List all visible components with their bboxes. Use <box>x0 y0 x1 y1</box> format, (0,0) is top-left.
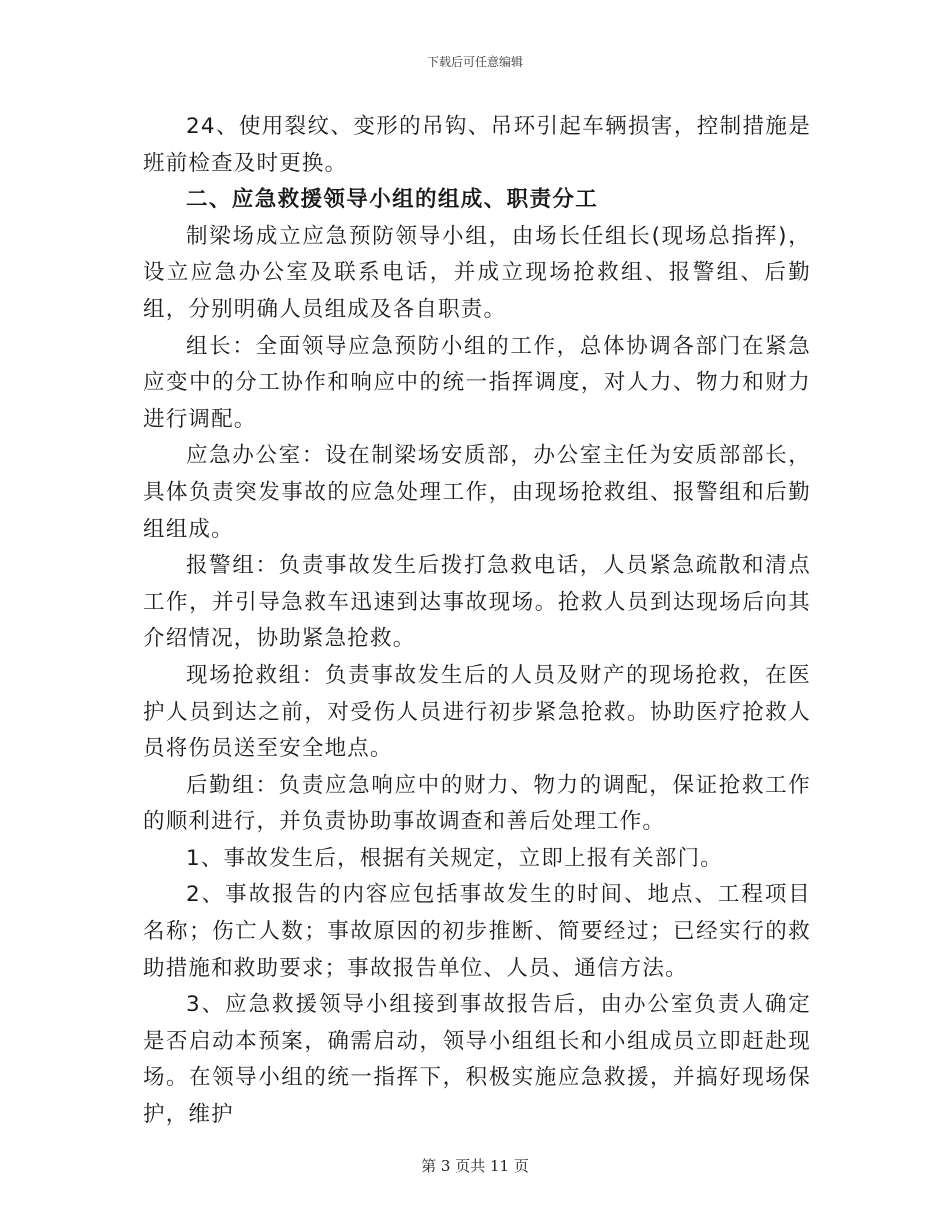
paragraph-hook-inspection: 24、使用裂纹、变形的吊钩、吊环引起车辆损害，控制措施是班前检查及时更换。 <box>143 114 811 176</box>
document-body <box>143 109 811 1134</box>
page-number-footer: 第 3 页共 11 页 <box>421 1157 529 1175</box>
paragraph-step-1: 1、事故发生后，根据有关规定，立即上报有关部门。 <box>186 845 723 871</box>
paragraph-emergency-office: 应急办公室：设在制梁场安质部，办公室主任为安质部部长，具体负责突发事故的应急处理工作，由现场抢救组、报警组和后勤组组成。 <box>143 443 811 542</box>
paragraph-step-3: 3、应急救援领导小组接到事故报告后，由办公室负责人确定是否启动本预案，确需启动，领导小组组长和小组成员立即赶赴现场。在领导小组的统一指挥下，积极实施应急救援，并搞好现场保护，维护 <box>143 992 811 1128</box>
paragraph-rescue-group: 现场抢救组：负责事故发生后的人员及财产的现场抢救，在医护人员到达之前，对受伤人员进行初步紧急抢救。协助医疗抢救人员将伤员送至安全地点。 <box>143 662 811 762</box>
page-header-note: 下载后可任意编辑 <box>426 55 523 69</box>
paragraph-alarm-group: 报警组：负责事故发生后拨打急救电话，人员紧急疏散和清点工作，并引导急救车迅速到达事故现场。抢救人员到达现场后向其介绍情况，协助紧急抢救。 <box>143 553 811 652</box>
paragraph-team-setup: 制梁场成立应急预防领导小组，由场长任组长(现场总指挥)，设立应急办公室及联系电话，并成立现场抢救组、报警组、后勤组，分别明确人员组成及各自职责。 <box>143 223 811 322</box>
section-heading-emergency-team: 二、应急救援领导小组的组成、职责分工 <box>186 187 599 213</box>
paragraph-logistics-group: 后勤组：负责应急响应中的财力、物力的调配，保证抢救工作的顺利进行，并负责协助事故调查和善后处理工作。 <box>143 772 811 835</box>
paragraph-team-leader: 组长：全面领导应急预防小组的工作，总体协调各部门在紧急应变中的分工协作和响应中的统一指挥调度，对人力、物力和财力进行调配。 <box>143 333 811 432</box>
paragraph-step-2: 2、事故报告的内容应包括事故发生的时间、地点、工程项目名称；伤亡人数；事故原因的初步推断、简要经过；已经实行的救助措施和救助要求；事故报告单位、人员、通信方法。 <box>143 882 811 981</box>
